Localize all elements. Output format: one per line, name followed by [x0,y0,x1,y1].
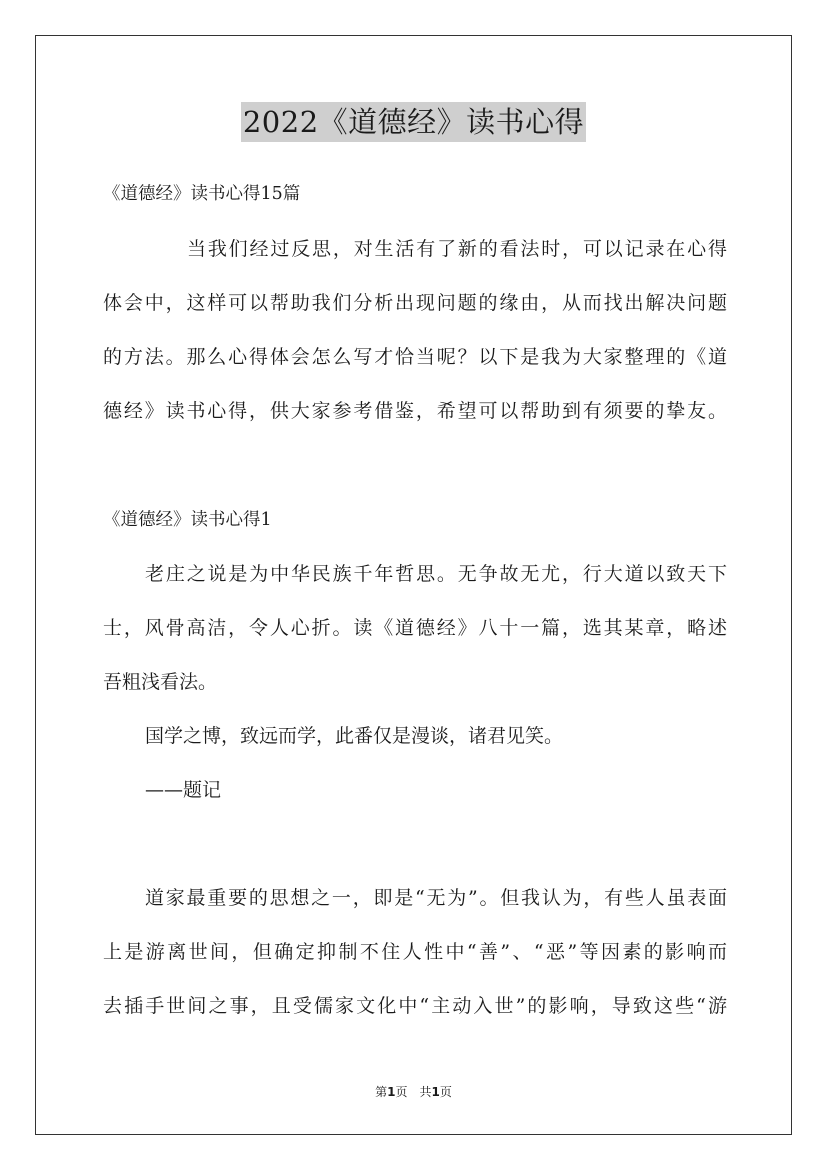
section-paragraph-line: 老庄之说是为中华民族千年哲思。无争故无尤，行大道以致天下 [145,563,727,585]
title-container [0,102,827,142]
body-paragraph-line: 去插手世间之事，且受儒家文化中“主动入世”的影响，导致这些“游 [103,995,727,1017]
intro-paragraph-line: 当我们经过反思，对生活有了新的看法时，可以记录在心得 [187,238,727,260]
section-heading: 《道德经》读书心得1 [103,510,272,530]
body-paragraph-line: 道家最重要的思想之一，即是“无为”。但我认为，有些人虽表面 [145,887,727,909]
page-label-prefix: 第 [375,1085,388,1099]
intro-paragraph-line: 的方法。那么心得体会怎么写才恰当呢？以下是我为大家整理的《道 [103,346,727,368]
document-subtitle: 《道德经》读书心得15篇 [103,184,301,204]
document-title: 2022《道德经》读书心得 [241,102,586,142]
section-paragraph-line: 吾粗浅看法。 [103,671,218,693]
page-label-suffix: 页 [395,1085,408,1099]
page-number: 1 [387,1085,396,1099]
total-label-prefix: 共 [419,1085,432,1099]
section-paragraph-line: 国学之博，致远而学，此番仅是漫谈，诸君见笑。 [145,725,564,747]
intro-paragraph-line: 体会中，这样可以帮助我们分析出现问题的缘由，从而找出解决问题 [103,292,727,314]
body-paragraph-line: 上是游离世间，但确定抑制不住人性中“善”、“恶”等因素的影响而 [103,941,727,963]
section-paragraph-line: 士，风骨高洁，令人心折。读《道德经》八十一篇，选其某章，略述 [103,617,727,639]
total-label-suffix: 页 [439,1085,452,1099]
total-pages: 1 [431,1085,440,1099]
intro-paragraph-line: 德经》读书心得，供大家参考借鉴，希望可以帮助到有须要的挚友。 [103,400,727,422]
epigraph-attribution: ——题记 [145,779,222,801]
page-footer [0,1084,827,1100]
